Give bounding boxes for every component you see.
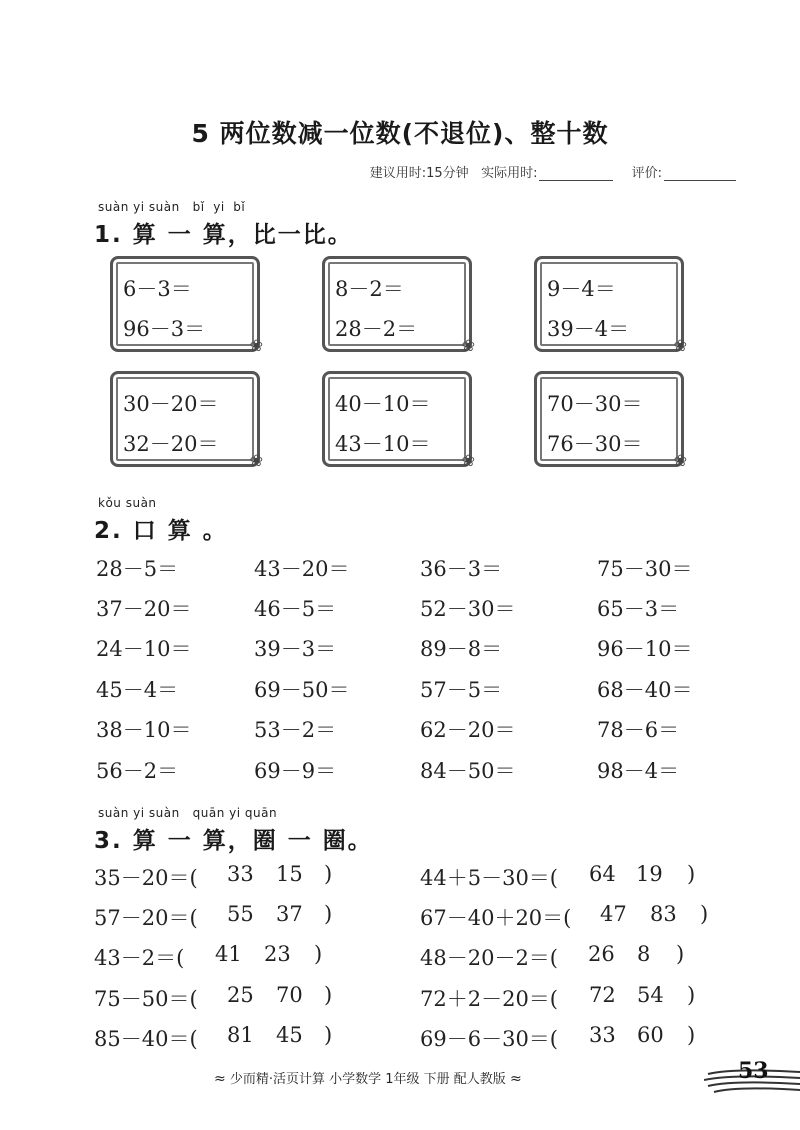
compare-box	[322, 256, 475, 355]
oral-problem: 65－3＝	[597, 597, 680, 621]
box-line1: 9－4＝	[547, 277, 616, 301]
choice-option[interactable]: 55	[227, 902, 254, 926]
choice-expression: 72＋2－20＝(	[420, 987, 558, 1011]
page-number: 53	[738, 1058, 769, 1084]
flower-icon: ❀	[461, 451, 475, 470]
rating-label: 评价:	[631, 166, 662, 181]
actual-time-label: 实际用时:	[481, 166, 538, 181]
oral-problem: 69－50＝	[254, 678, 350, 702]
actual-time-blank[interactable]	[539, 168, 613, 181]
choice-option[interactable]: 47	[600, 902, 627, 926]
oral-problem: 84－50＝	[420, 759, 516, 783]
oral-problem: 52－30＝	[420, 597, 516, 621]
choice-option[interactable]: 19	[636, 862, 663, 886]
choice-expression: 75－50＝(	[94, 987, 198, 1011]
choice-option[interactable]: 70	[276, 983, 303, 1007]
oral-problem: 24－10＝	[96, 637, 192, 661]
box-line1: 30－20＝	[123, 392, 219, 416]
box-line2: 76－30＝	[547, 432, 643, 456]
choice-paren: )	[324, 1023, 333, 1047]
compare-box	[534, 256, 687, 355]
suggested-time: 建议用时:15分钟	[369, 166, 469, 181]
choice-option[interactable]: 54	[637, 983, 664, 1007]
choice-option[interactable]: 37	[276, 902, 303, 926]
choice-paren: )	[676, 942, 685, 966]
wave-icon: ≈	[509, 1071, 522, 1087]
wave-icon: ≈	[214, 1071, 226, 1087]
box-line1: 8－2＝	[335, 277, 404, 301]
choice-paren: )	[687, 862, 696, 886]
choice-option[interactable]: 81	[227, 1023, 254, 1047]
flower-icon: ❀	[249, 451, 263, 470]
rating-blank[interactable]	[664, 168, 736, 181]
oral-problem: 69－9＝	[254, 759, 337, 783]
choice-option[interactable]: 26	[588, 942, 615, 966]
choice-paren: )	[700, 902, 709, 926]
box-line2: 43－10＝	[335, 432, 431, 456]
choice-expression: 43－2＝(	[94, 946, 185, 970]
choice-option[interactable]: 33	[227, 862, 254, 886]
choice-option[interactable]: 83	[650, 902, 677, 926]
oral-problem: 28－5＝	[96, 557, 179, 581]
oral-problem: 45－4＝	[96, 678, 179, 702]
section3-heading: 3. 算 一 算，圈 一 圈。	[94, 828, 373, 854]
choice-expression: 85－40＝(	[94, 1027, 198, 1051]
compare-box	[110, 371, 263, 470]
oral-problem: 56－2＝	[96, 759, 179, 783]
compare-box	[322, 371, 475, 470]
choice-option[interactable]: 8	[637, 942, 651, 966]
footer-text: 少而精·活页计算 小学数学 1年级 下册 配人教版	[229, 1072, 506, 1087]
section1-heading: 1. 算 一 算，比一比。	[94, 222, 353, 248]
oral-problem: 39－3＝	[254, 637, 337, 661]
choice-option[interactable]: 15	[276, 862, 303, 886]
page-title: 5 两位数减一位数(不退位)、整十数	[191, 119, 609, 148]
oral-problem: 98－4＝	[597, 759, 680, 783]
oral-problem: 68－40＝	[597, 678, 693, 702]
oral-problem: 96－10＝	[597, 637, 693, 661]
choice-option[interactable]: 25	[227, 983, 254, 1007]
footer	[214, 1068, 522, 1087]
flower-icon: ❀	[673, 451, 687, 470]
oral-problem: 57－5＝	[420, 678, 503, 702]
choice-option[interactable]: 33	[589, 1023, 616, 1047]
choice-paren: )	[687, 983, 696, 1007]
flower-icon: ❀	[673, 336, 687, 355]
choice-option[interactable]: 60	[637, 1023, 664, 1047]
oral-problem: 37－20＝	[96, 597, 192, 621]
flower-icon: ❀	[249, 336, 263, 355]
choice-option[interactable]: 41	[215, 942, 242, 966]
choice-paren: )	[324, 862, 333, 886]
section2-pinyin: kǒu suàn	[98, 496, 157, 510]
box-line2: 96－3＝	[123, 317, 206, 341]
compare-box	[534, 371, 687, 470]
choice-paren: )	[324, 902, 333, 926]
box-line2: 28－2＝	[335, 317, 418, 341]
box-line1: 40－10＝	[335, 392, 431, 416]
section3-pinyin: suàn yi suàn quān yi quān	[98, 806, 278, 820]
choice-option[interactable]: 45	[276, 1023, 303, 1047]
choice-expression: 69－6－30＝(	[420, 1027, 558, 1051]
time-info	[370, 162, 736, 181]
choice-option[interactable]: 72	[589, 983, 616, 1007]
compare-box	[110, 256, 263, 355]
choice-paren: )	[687, 1023, 696, 1047]
section2-heading: 2. 口 算 。	[94, 518, 228, 544]
oral-problem: 75－30＝	[597, 557, 693, 581]
choice-paren: )	[324, 983, 333, 1007]
section1-pinyin: suàn yi suàn bǐ yi bǐ	[98, 200, 246, 214]
choice-expression: 44＋5－30＝(	[420, 866, 558, 890]
choice-option[interactable]: 64	[589, 862, 616, 886]
box-line2: 32－20＝	[123, 432, 219, 456]
oral-problem: 36－3＝	[420, 557, 503, 581]
choice-expression: 67－40＋20＝(	[420, 906, 572, 930]
oral-problem: 78－6＝	[597, 718, 680, 742]
oral-problem: 43－20＝	[254, 557, 350, 581]
oral-problem: 62－20＝	[420, 718, 516, 742]
oral-problem: 53－2＝	[254, 718, 337, 742]
flower-icon: ❀	[461, 336, 475, 355]
choice-paren: )	[314, 942, 323, 966]
oral-problem: 38－10＝	[96, 718, 192, 742]
choice-expression: 57－20＝(	[94, 906, 198, 930]
box-line1: 6－3＝	[123, 277, 192, 301]
box-line1: 70－30＝	[547, 392, 643, 416]
choice-option[interactable]: 23	[264, 942, 291, 966]
oral-problem: 46－5＝	[254, 597, 337, 621]
choice-expression: 35－20＝(	[94, 866, 198, 890]
box-line2: 39－4＝	[547, 317, 630, 341]
choice-expression: 48－20－2＝(	[420, 946, 558, 970]
oral-problem: 89－8＝	[420, 637, 503, 661]
